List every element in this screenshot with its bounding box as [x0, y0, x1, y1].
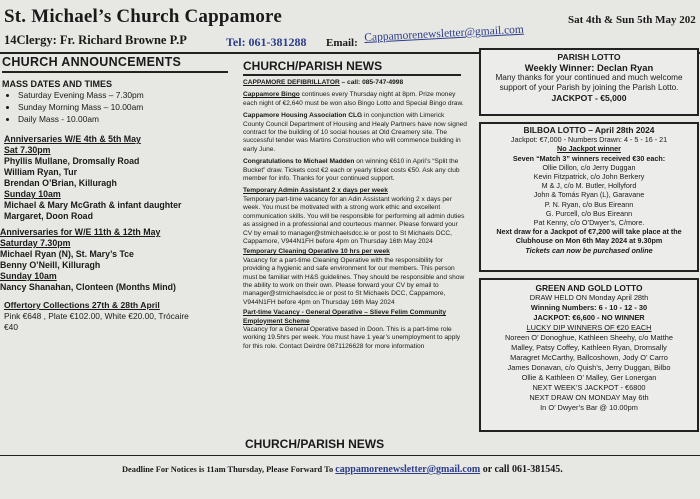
congrats-notice	[243, 158, 467, 183]
anniv2-line: Michael Ryan (N), St. Mary’s Tce	[0, 249, 134, 259]
offertory-section	[4, 300, 236, 333]
cleaning-title: Temporary Cleaning Operative 10 hrs per week	[243, 248, 390, 256]
mass-item: • Sunday Morning Mass – 10.00am	[18, 101, 234, 113]
offertory-line: €40	[4, 322, 18, 332]
gg-winners-line: Ollie & Kathleen O’ Malley, Ger Lonergan	[521, 373, 657, 382]
bilboa-winner: G. Purcell, c/o Bus Eireann	[545, 208, 633, 218]
announcements-column	[2, 55, 234, 125]
gg-winning-numbers: Winning Numbers: 6 - 10 - 12 - 30	[530, 303, 648, 312]
anniv2-line: Benny O’Neill, Killuragh	[0, 260, 101, 270]
mass-list	[2, 89, 234, 125]
admin-vacancy	[243, 187, 467, 246]
email-label: Email:	[326, 37, 358, 49]
anniv1-line: Phyllis Mullane, Dromsally Road	[4, 156, 140, 166]
cleaning-vacancy	[243, 248, 467, 307]
anniv2-title: Anniversaries for W/E 11th & 12th May	[0, 227, 161, 237]
parish-lotto-jackpot: JACKPOT - €5,000	[551, 93, 627, 103]
cleaning-text: Vacancy for a part-time Cleaning Operative with the responsibility for providing a hygienic and safe environment for our members. This person must be familiar with H&S guidelines. They should be responsible and show the ability to work on their own. Please forward your CV by email to manager@stmichaelsdcc.ie or post to St Michaels DCC, Cappamore, V944N1FH before 4pm on Thursday 16th May 2024	[243, 256, 465, 306]
header-email-link[interactable]: Cappamorenewsletter@gmail.com	[364, 23, 525, 44]
anniv1-line: William Ryan, Tur	[4, 167, 78, 177]
anniv2-sun: Sunday 10am	[0, 271, 57, 281]
defibrillator-notice	[243, 79, 467, 87]
gg-next-draw: NEXT DRAW ON MONDAY May 6th	[529, 393, 649, 402]
bilboa-online: Tickets can now be purchased online	[525, 245, 653, 255]
announcements-title: CHURCH ANNOUNCEMENTS	[2, 55, 182, 69]
clergy-line: 14Clergy: Fr. Richard Browne P.P	[4, 33, 187, 47]
defib-call: – call: 085-747-4998	[339, 79, 404, 86]
anniv1-line: Brendan O’Brian, Killuragh	[4, 178, 117, 188]
gg-draw-held: DRAW HELD ON Monday April 28th	[529, 293, 649, 302]
gg-next-jackpot: NEXT WEEK’S JACKPOT - €6800	[532, 383, 646, 392]
mass-title: MASS DATES AND TIMES	[2, 79, 113, 89]
housing-title: Cappamore Housing Association CLG	[243, 112, 363, 120]
footer-divider	[0, 455, 700, 456]
offertory-line: Pink €648 , Plate €102.00, White €20.00, Trócaire	[4, 311, 189, 321]
congrats-title: Congratulations to Michael Madden	[243, 158, 355, 166]
anniv1-sun-line: Michael & Mary McGrath & infant daughter	[4, 200, 182, 210]
bingo-text: continues every Thursday night at 8pm. Prize money each night of €2,640 must be won also Bingo Lotto and Special Bingo draw.	[243, 91, 464, 107]
bilboa-winner: M & J, c/o M. Butler, Hollyford	[541, 181, 637, 191]
footer-deadline	[122, 464, 563, 475]
gg-title: GREEN AND GOLD LOTTO	[535, 283, 643, 293]
bingo-title: Cappamore Bingo	[243, 91, 300, 99]
announcements-title-rule	[2, 71, 228, 73]
admin-title: Temporary Admin Assistant 2 x days per week	[243, 187, 388, 195]
gg-winners-line: Malley, Patsy Coffey, Kathleen Ryan, Dromsally	[511, 343, 667, 352]
bilboa-winner: Kevin Fitzpatrick, c/o John Berkery	[533, 172, 645, 182]
gg-lucky-dip: LUCKY DIP WINNERS OF €20 EACH	[526, 323, 652, 332]
parish-lotto-box	[479, 48, 699, 116]
defib-title: CAPPAMORE DEFIBRILLATOR	[243, 79, 340, 86]
general-operative-vacancy	[243, 309, 467, 351]
bilboa-next-draw: Next draw for a Jackpot of €7,200 will take place at the Clubhouse on Mon 6th May 2024 at 9.30pm	[496, 227, 682, 246]
gg-winners-line: Noreen O’ Donoghue, Kathleen Sheehy, c/o Matthe	[504, 333, 674, 342]
bilboa-no-winner: No Jackpot winner	[557, 144, 621, 154]
anniv1-sun-line: Margaret, Doon Road	[4, 211, 93, 221]
anniv2-sat: Saturday 7.30pm	[0, 238, 71, 248]
parish-lotto-thanks: Many thanks for your continued and much welcome support of your Parish by joining the Parish Lotto.	[495, 73, 683, 92]
mass-item: • Saturday Evening Mass – 7.30pm	[18, 89, 234, 101]
housing-notice	[243, 112, 467, 154]
offertory-title: Offertory Collections 27th & 28th April	[4, 300, 160, 310]
anniv2-sun-line: Nancy Shanahan, Clonteen (Months Mind)	[0, 282, 176, 292]
bilboa-match-line: Seven “Match 3” winners received €30 each:	[512, 153, 666, 163]
mass-item: • Daily Mass - 10.00am	[18, 113, 234, 125]
gg-winners-line: Maragret McCarthy, Ballcoshown, Jody O’ Carro	[510, 353, 668, 362]
footer-email-link[interactable]: cappamorenewsletter@gmail.com	[335, 464, 481, 475]
bilboa-winner: P. N. Ryan, c/o Bus Eireann	[544, 199, 634, 209]
news-title-rule	[243, 74, 461, 76]
news-title-bottom: CHURCH/PARISH NEWS	[245, 437, 385, 451]
footer-deadline-text: Deadline For Notices is 11am Thursday, Please Forward To	[122, 465, 336, 474]
bilboa-winner: Pat Kenny, c/o O’Dwyer’s, C/more.	[533, 218, 645, 228]
anniv1-sat: Sat 7.30pm	[4, 145, 51, 155]
church-name: St. Michael’s Church Cappamore	[4, 6, 282, 27]
anniversaries-week2	[0, 227, 236, 293]
parish-lotto-title: PARISH LOTTO	[557, 52, 621, 62]
green-gold-lotto-box	[479, 278, 699, 432]
congrats-text: on winning €610 in April’s “Split the Bucket” draw. Tickets cost €2 each or yearly ticket costs €50. Ask any club member for info. Thanks for your continued support.	[243, 158, 460, 183]
parish-lotto-winner: Weekly Winner: Declan Ryan	[524, 62, 654, 73]
news-column	[243, 59, 467, 351]
footer-call: or call 061-381545.	[480, 464, 563, 475]
anniv1-title: Anniversaries W/E 4th & 5th May	[4, 134, 141, 144]
bingo-notice	[243, 91, 467, 108]
bilboa-winner: John & Tomás Ryan (L), Garavane	[533, 190, 645, 200]
news-title: CHURCH/PARISH NEWS	[243, 59, 383, 73]
bilboa-jackpot-line: Jackpot: €7,000 - Numbers Drawn: 4 - 5 - 16 - 21	[510, 135, 668, 145]
bilboa-title: BILBOA LOTTO – April 28th 2024	[523, 125, 655, 135]
gg-winners-line: James Donavan, c/o Quish’s, Jerry Duggan, Bilbo	[507, 363, 671, 372]
anniversaries-week1	[4, 134, 236, 222]
general-title: Part-time Vacancy - General Operative – Slieve Felim Community Employment Scheme	[243, 309, 447, 325]
admin-text: Temporary part-time vacancy for an Adin Assistant working 2 x days per week. You must be motivated with a strong work ethic and excellent communication skills. You will be responsible for performing all admin duties as assigned in a professional and courteous manner. Please forward your CV by email to manager@stmichaelsdcc.ie or post to St Michaels DCC, Cappamore, V944N1FH before 4pm on Thursday 16th May 2024	[243, 195, 465, 245]
gg-jackpot: JACKPOT: €6,600 - NO WINNER	[533, 313, 645, 322]
bilboa-lotto-box	[479, 122, 699, 272]
issue-date: Sat 4th & Sun 5th May 202	[568, 14, 696, 26]
bilboa-winner: Ollie Dillon, c/o Jerry Duggan	[542, 162, 636, 172]
gg-venue: In O’ Dwyer’s Bar @ 10.00pm	[540, 403, 638, 412]
telephone: Tel: 061-381288	[226, 35, 307, 49]
housing-text: in conjunction with Limerick County Council Department of Housing and Healy Partners have now signed contract for the building of 10 social houses at Old Creamery site. The successful tender was Martins Construction who will commence building in early June.	[243, 112, 467, 153]
general-text: Vacancy for a General Operative based in Doon. This is a part-time role working 19.5hrs per week. You must have 1 year’s unemployment to apply for this role. Contact Deirdre 0871126628 for more information	[243, 325, 461, 350]
anniv1-sun: Sunday 10am	[4, 189, 61, 199]
